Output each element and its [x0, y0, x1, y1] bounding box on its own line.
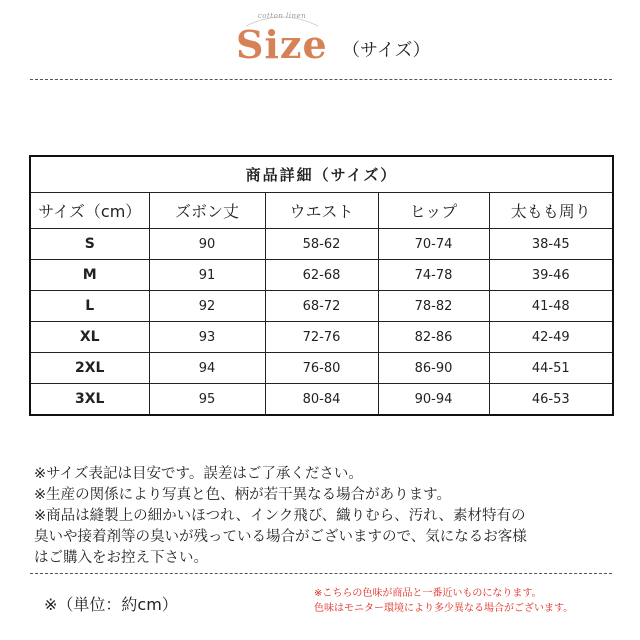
table-cell: 90-94 — [378, 384, 489, 416]
logo-small-text: cotton linen — [257, 12, 307, 20]
size-cell: XL — [30, 322, 149, 353]
table-cell: 93 — [149, 322, 265, 353]
table-cell: 58-62 — [265, 229, 378, 260]
table-cell: 46-53 — [489, 384, 613, 416]
table-cell: 95 — [149, 384, 265, 416]
note-line: はご購入をお控え下さい。 — [34, 550, 208, 566]
table-cell: 80-84 — [265, 384, 378, 416]
size-cell: S — [30, 229, 149, 260]
table-cell: 44-51 — [489, 353, 613, 384]
column-header: サイズ（cm） — [30, 193, 149, 229]
size-cell: L — [30, 291, 149, 322]
logo-title: Size — [236, 22, 328, 67]
size-logo — [232, 12, 342, 70]
table-cell: 76-80 — [265, 353, 378, 384]
note-line: 臭いや接着剤等の臭いが残っている場合がございますので、気になるお客様 — [34, 529, 527, 545]
table-cell: 42-49 — [489, 322, 613, 353]
size-cell: M — [30, 260, 149, 291]
color-note-line: ※こちらの色味が商品と一番近いものになります。 — [314, 588, 542, 599]
size-table — [29, 155, 614, 416]
color-disclaimer — [314, 586, 573, 616]
table-row — [30, 322, 613, 353]
table-row — [30, 353, 613, 384]
table-title-row — [30, 156, 613, 193]
color-note-line: 色味はモニター環境により多少異なる場合がございます。 — [314, 603, 574, 614]
column-header: 太もも周り — [489, 193, 613, 229]
notes-block — [34, 464, 624, 569]
table-cell: 78-82 — [378, 291, 489, 322]
table-cell: 90 — [149, 229, 265, 260]
column-header: ヒップ — [378, 193, 489, 229]
table-cell: 68-72 — [265, 291, 378, 322]
bottom-divider — [30, 573, 612, 574]
table-cell: 92 — [149, 291, 265, 322]
table-row — [30, 384, 613, 416]
table-cell: 38-45 — [489, 229, 613, 260]
table-cell: 91 — [149, 260, 265, 291]
table-title: 商品詳細（サイズ） — [30, 156, 613, 193]
header — [0, 8, 640, 74]
table-row — [30, 229, 613, 260]
table-cell: 86-90 — [378, 353, 489, 384]
note-line: ※サイズ表記は目安です。誤差はご了承ください。 — [34, 466, 363, 482]
column-header: ウエスト — [265, 193, 378, 229]
column-header: ズボン丈 — [149, 193, 265, 229]
table-row — [30, 291, 613, 322]
logo-subtitle: （サイズ） — [342, 40, 431, 61]
note-line: ※商品は縫製上の細かいほつれ、インク飛び、織りむら、汚れ、素材特有の — [34, 508, 526, 524]
table-header-row — [30, 193, 613, 229]
top-divider — [30, 79, 612, 80]
size-cell: 2XL — [30, 353, 149, 384]
note-line: ※生産の関係により写真と色、柄が若干異なる場合があります。 — [34, 487, 451, 503]
table-cell: 41-48 — [489, 291, 613, 322]
table-cell: 62-68 — [265, 260, 378, 291]
unit-note: ※（単位：約cm） — [44, 595, 178, 614]
table-cell: 39-46 — [489, 260, 613, 291]
size-cell: 3XL — [30, 384, 149, 416]
table-cell: 82-86 — [378, 322, 489, 353]
table-cell: 74-78 — [378, 260, 489, 291]
table-cell: 72-76 — [265, 322, 378, 353]
table-cell: 94 — [149, 353, 265, 384]
table-cell: 70-74 — [378, 229, 489, 260]
table-row — [30, 260, 613, 291]
